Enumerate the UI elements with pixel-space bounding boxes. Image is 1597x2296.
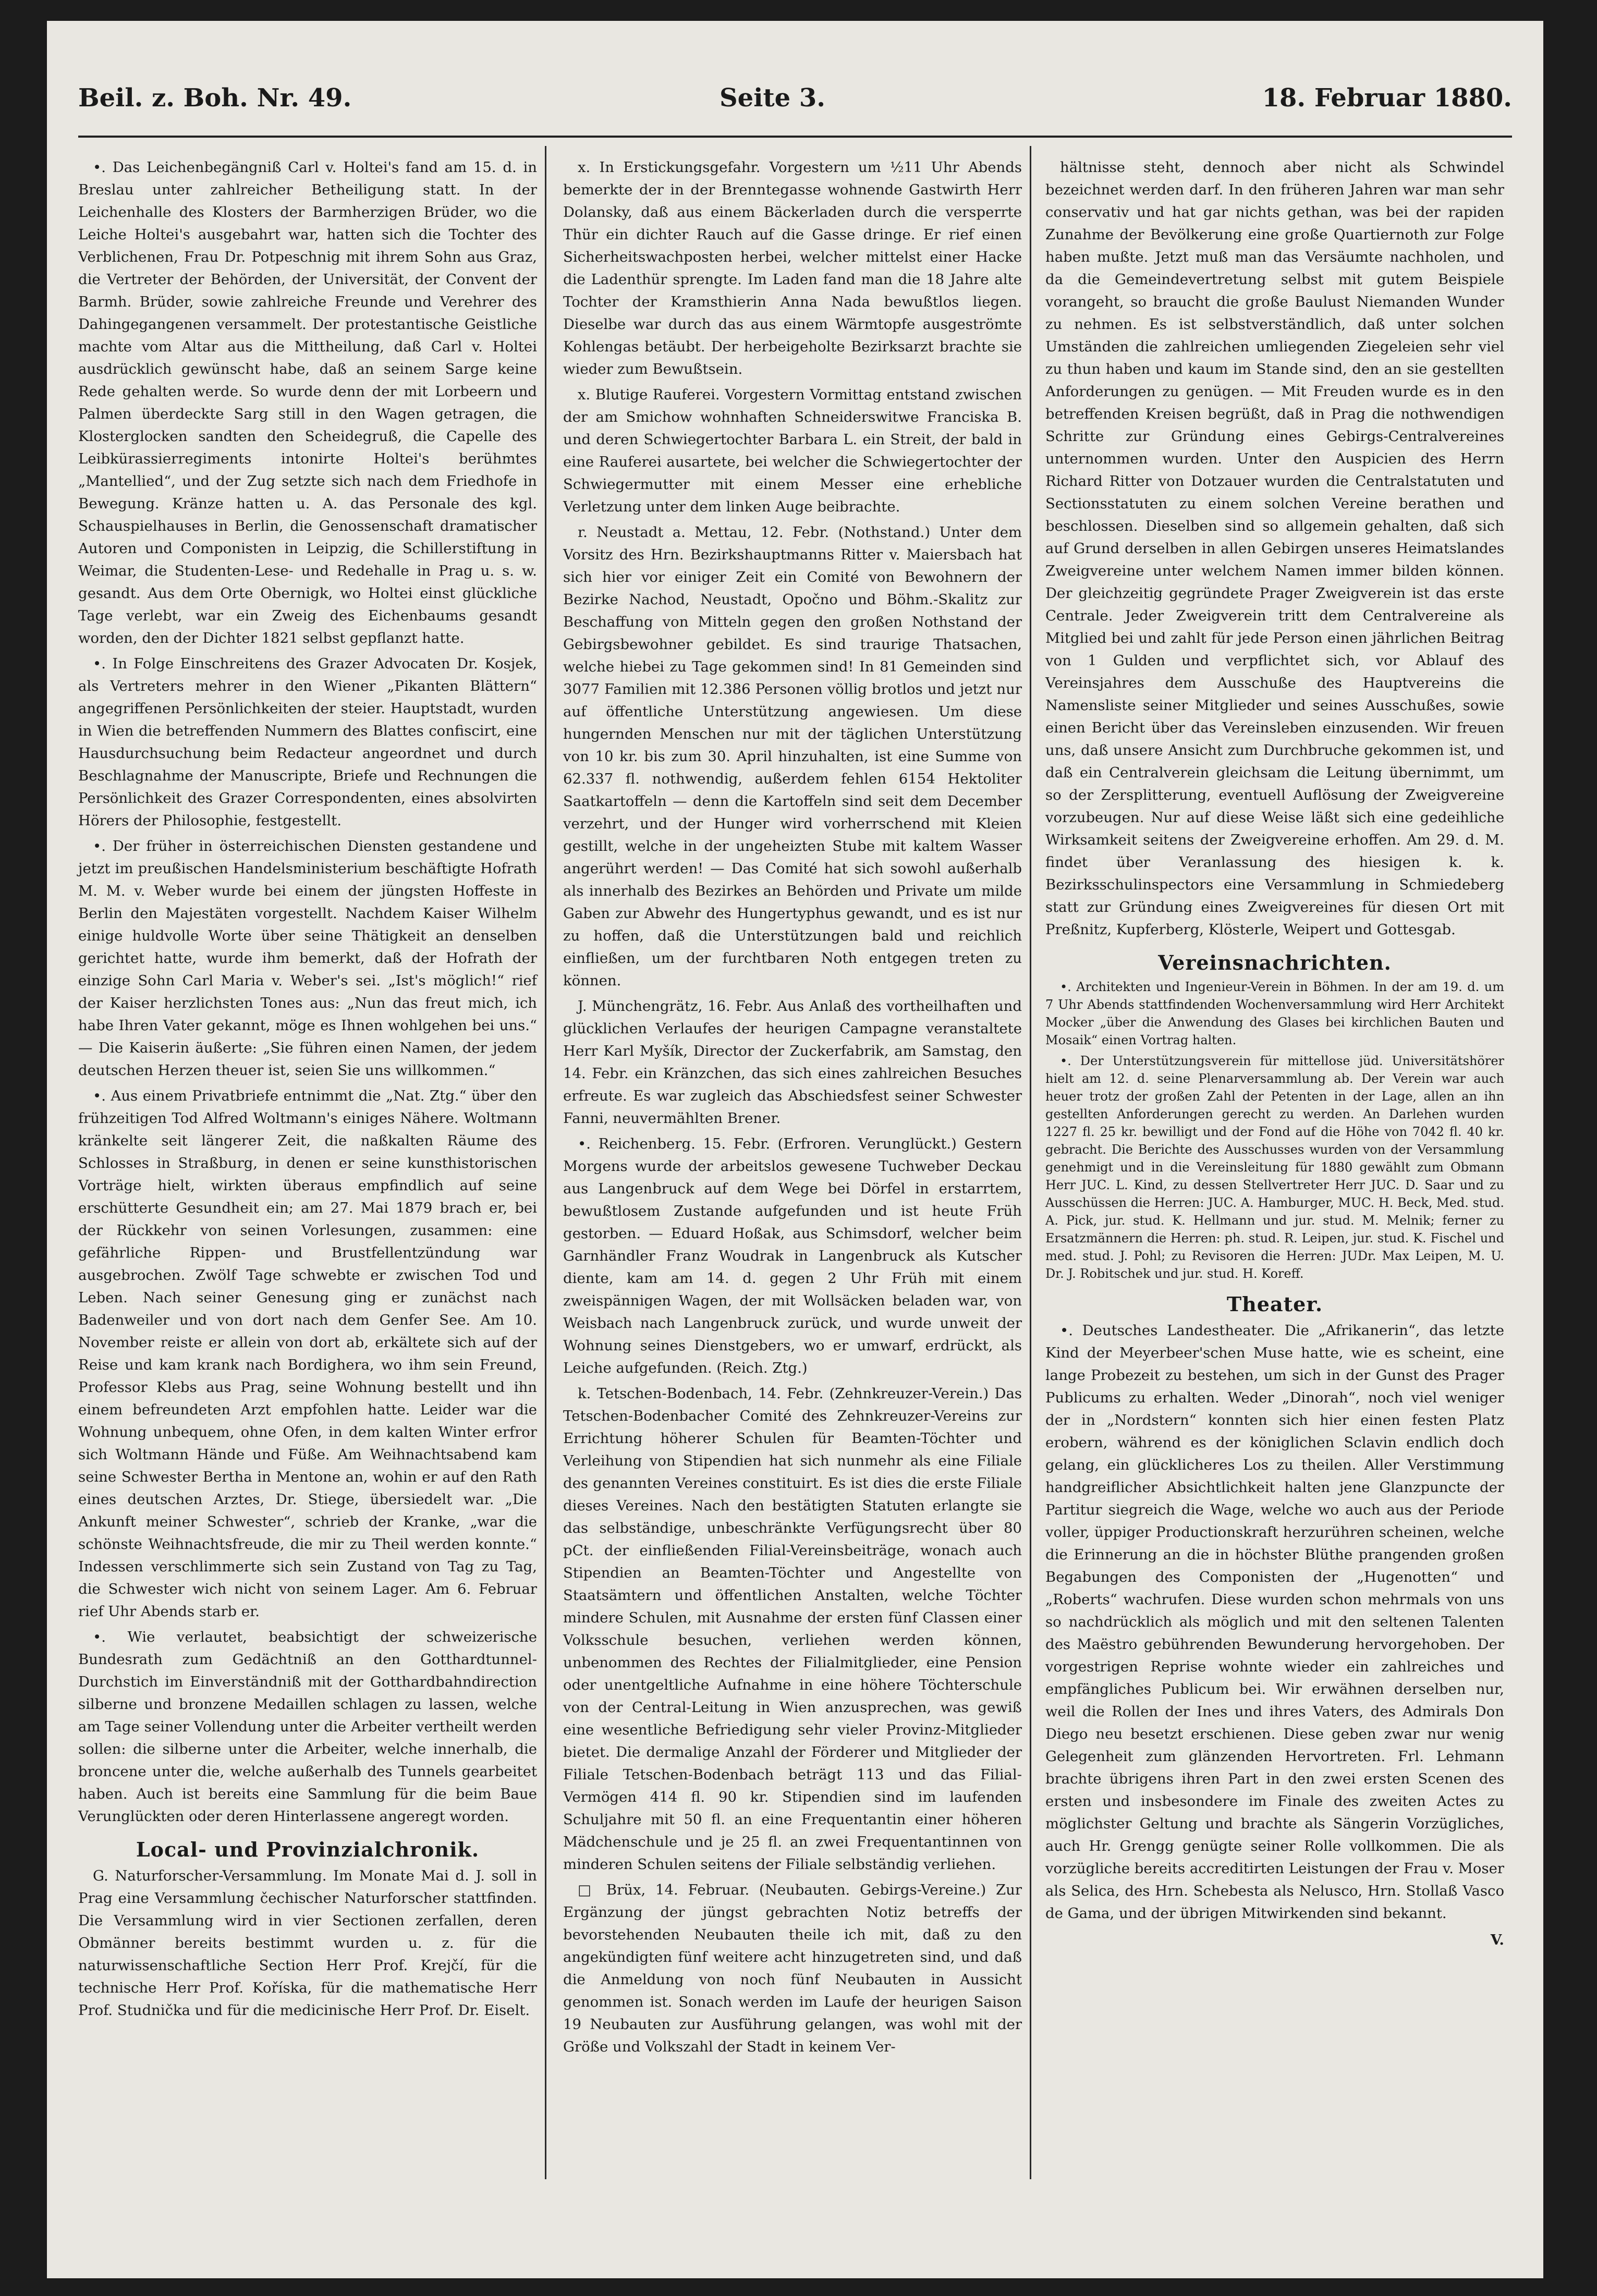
section-heading-local-chronicle: Local- und Provinzialchronik. [136,1838,480,1861]
article-reichenberg: •. Reichenberg. 15. Febr. (Erfroren. Verunglückt.) Gestern Morgens wurde der arbeitslos gewesene Tuchweber Deckau aus Langenbruck auf dem Wege bei Dörfel in erstarrtem, bewußtlosem Zustande aufgefunden und ist heute Früh gestorben. — Eduard Hoßak, aus Schimsdorf, welcher beim Garnhändler Franz Woudrak in Langenbruck als Kutscher diente, kam am 14. d. gegen 2 Uhr Früh mit einem zweispännigen Wagen, der mit Wollsäcken beladen war, von Weisbach nach Langenbruck zurück, und wurde unweit der Wohnung seines Dienstgebers, wo er umwarf, erdrückt, als Leiche aufgefunden. (Reich. Ztg.) [563,1135,1022,1376]
header-page-number: Seite 3. [720,83,825,113]
article-grazer-advocat: •. In Folge Einschreitens des Grazer Advocaten Dr. Kosjek, als Vertreters mehrer in den Wiener „Pikanten Blättern“ angegriffenen Persönlichkeiten der steier. Hauptstadt, wurden in Wien die betreffenden Nummern des Blattes confiscirt, eine Hausdurchsuchung beim Redacteur angeordnet und durch Beschlagnahme der Manuscripte, Briefe und Rechnungen die Persönlichkeit des Grazer Correspondenten, eines absolvirten Hörers der Philosophie, festgestellt. [78,655,537,829]
article-weber: •. Der früher in österreichischen Diensten gestandene und jetzt im preußischen Handelsministerium beschäftigte Hofrath M. M. v. Weber wurde bei einem der jüngsten Hoffeste in Berlin den Majestäten vorgestellt. Nachdem Kaiser Wilhelm einige huldvolle Worte über seine Thätigkeit an denselben gerichtet hatte, wurde ihm bemerkt, daß der Hofrath der einzige Sohn Carl Maria v. Weber's sei. „Ist's möglich!“ rief der Kaiser herzlichsten Tones aus: „Nun das freut mich, ich habe Ihren Vater gekannt, möge es Ihnen wohlgehen bei uns.“ — Die Kaiserin äußerte: „Sie führen einen Namen, der jedem deutschen Herzen theuer ist, seien Sie uns willkommen.“ [78,838,537,1079]
column-right [1045,156,1504,1955]
author-signoff: V. [1490,1932,1504,1948]
header-issue: Beil. z. Boh. Nr. 49. [78,83,352,113]
article-landestheater: •. Deutsches Landestheater. Die „Afrikanerin“, das letzte Kind der Meyerbeer'schen Muse hatte, wie es scheint, eine lange Probezeit zu bestehen, um sich in der Gunst des Prager Publicums zu erhalten. Weder „Dinorah“, noch viel weniger der in „Nordstern“ konnten sich hier einen festen Platz erobern, während es der königlichen Sclavin endlich doch gelang, ein glücklicheres Los zu theilen. Aller Verstimmung handgreiflicher Absichtlichkeit halten jene Glanzpuncte der Partitur siegreich die Wage, welche wo auch aus der Periode voller, üppiger Productionskraft herzurühren scheinen, welche die Erinnerung an die in höchster Blüthe prangenden großen Begabungen des Componisten der „Hugenotten“ und „Roberts“ wachrufen. Diese wurden schon mehrmals von uns so nachdrücklich als möglich und mit den seltenen Talenten des Maëstro gebührenden Bewunderung hervorgehoben. Der vorgestrigen Reprise wohnte wieder ein zahlreiches und empfängliches Publicum bei. Wir erwähnen derselben nur, weil die Rollen der Ines und ihres Vaters, des Admirals Don Diego neu besetzt erschienen. Diese geben zwar nur wenig Gelegenheit zum glänzenden Hervortreten. Frl. Lehmann brachte übrigens ihren Part in den zwei ersten Scenen des ersten und insbesondere im Finale des zweiten Actes zu möglichster Geltung und brachte als Sängerin Vorzügliches, auch Hr. Grengg genügte seiner Rolle vollkommen. Die als vorzügliche bereits accreditirten Leistungen der Frau v. Moser als Selica, des Hrn. Schebesta als Nelusco, Hrn. Stollaß Vasco de Gama, und der übrigen Mitwirkenden sind bekannt. [1045,1322,1504,1922]
article-gotthard-medals: •. Wie verlautet, beabsichtigt der schweizerische Bundesrath zum Gedächtniß an den Gotthardtunnel-Durchstich im Einverständniß mit der Gotthardbahndirection silberne und bronzene Medaillen schlagen zu lassen, welche am Tage seiner Vollendung unter die Arbeiter vertheilt werden sollen: die silberne unter die Arbeiter, welche innerhalb, die broncene unter die, welche außerhalb des Tunnels gearbeitet haben. Auch ist bereits eine Sammlung für die beim Baue Verunglückten oder deren Hinterlassene angeregt worden. [78,1629,537,1825]
article-holtei-funeral: •. Das Leichenbegängniß Carl v. Holtei's fand am 15. d. in Breslau unter zahlreicher Betheiligung statt. In der Leichenhalle des Klosters der Barmherzigen Brüder, wo die Leiche Holtei's ausgebahrt war, hatten sich die Tochter des Verblichenen, Frau Dr. Potpeschnig mit ihrem Sohn aus Graz, die Vertreter der Behörden, der Universität, der Convent der Barmh. Brüder, sowie zahlreiche Freunde und Verehrer des Dahingegangenen versammelt. Der protestantische Geistliche machte vom Altar aus die Mittheilung, daß Carl v. Holtei ausdrücklich gewünscht habe, daß an seinem Sarge keine Rede gehalten werde. So wurde denn der mit Lorbeern und Palmen überdeckte Sarg still in den Wagen getragen, die Klosterglocken sandten den Scheidegruß, die Capelle des Leibkürassierregiments intonirte Holtei's berühmtes „Mantellied“, und der Zug setzte sich nach dem Friedhofe in Bewegung. Kränze hatten u. A. das Personale des kgl. Schauspielhauses in Berlin, die Genossenschaft dramatischer Autoren und Componisten in Leipzig, die Schillerstiftung in Weimar, die Studenten-Lese- und Redehalle in Prag u. s. w. gesandt. Aus dem Orte Obernigk, wo Holtei einst glückliche Tage verlebt, war ein Zweig des Eichenbaums gesandt worden, den der Dichter 1821 selbst gepflanzt hatte. [78,159,537,646]
section-heading-theater: Theater. [1226,1292,1323,1316]
article-unterstuetzungsverein: •. Der Unterstützungsverein für mittellose jüd. Universitätshörer hielt am 12. d. seine Plenarversammlung ab. Der Verein war auch heuer trotz der großen Zahl der Petenten in der Lage, allen an ihn gestellten Anforderungen gerecht zu werden. An Darlehen wurden 1227 fl. 25 kr. bewilligt und der Fond auf die Höhe von 7042 fl. 40 kr. gebracht. Die Berichte des Ausschusses wurden von der Versammlung genehmigt und in die Vereinsleitung für 1880 gewählt zum Obmann Herr JUC. L. Kind, zu dessen Stellvertreter Herr JUC. D. Saar und zu Ausschüssen die Herren: JUC. A. Hamburger, MUC. H. Beck, Med. stud. A. Pick, jur. stud. K. Hellmann und jur. stud. M. Melnik; ferner zu Ersatzmännern die Herren: ph. stud. R. Leipen, jur. stud. K. Fischel und med. stud. J. Pohl; zu Revisoren die Herren: JUDr. Max Leipen, M. U. Dr. J. Robitschek und jur. stud. H. Koreff. [1045,1054,1504,1281]
article-naturforscher: G. Naturforscher-Versammlung. Im Monate Mai d. J. soll in Prag eine Versammlung čechischer Naturforscher stattfinden. Die Versammlung wird in vier Sectionen zerfallen, deren Obmänner bereits bestimmt wurden u. z. für die naturwissenschaftliche Section Herr Prof. Krejčí, für die technische Herr Prof. Koříska, für die mathematische Herr Prof. Studnička und für die medicinische Herr Prof. Dr. Eiselt. [78,1867,537,2019]
column-divider [545,146,546,2179]
article-bruex-continued: hältnisse steht, dennoch aber nicht als Schwindel bezeichnet werden darf. In den früheren Jahren war man sehr conservativ und hat gar nichts gethan, was bei der rapiden Zunahme der Bevölkerung eine große Quartiernoth zur Folge haben mußte. Jetzt muß man das Versäumte nachholen, und da die Gemeindevertretung selbst mit gutem Beispiele vorangeht, so braucht die große Baulust Niemanden Wunder zu nehmen. Es ist selbstverständlich, daß unter solchen Umständen die zahlreichen umliegenden Ziegeleien sehr viel zu thun haben und kaum im Stande sind, den an sie gestellten Anforderungen zu genügen. — Mit Freuden wurde es in den betreffenden Kreisen begrüßt, daß in Prag die nothwendigen Schritte zur Gründung eines Gebirgs-Centralvereines unternommen wurden. Unter den Auspicien des Herrn Richard Ritter von Dotzauer wurden die Centralstatuten und Sectionsstatuten zu einem solchen Vereine berathen und beschlossen. Dieselben sind so allgemein gehalten, daß sich auf Grund derselben in allen Gebirgen unseres Heimatslandes Zweigvereine unter welchem Namen immer bilden können. Der gleichzeitig gegründete Prager Zweigverein ist das erste Centrale. Jeder Zweigverein tritt dem Centralvereine als Mitglied bei und zahlt für jede Person einen jährlichen Beitrag von 1 Gulden und verpflichtet sich, vor Ablauf des Vereinsjahres dem Ausschuße des Hauptvereins die Namensliste seiner Mitglieder und seines Ausschußes, sowie einen Bericht über das Vereinsleben einzusenden. Wir freuen uns, daß unsere Ansicht zum Durchbruche gekommen ist, und daß ein Centralverein gleichsam die Leitung übernimmt, um so der Zersplitterung, eventuell Auflösung der Zweigvereine vorzubeugen. Nur auf diese Weise läßt sich eine gedeihliche Wirksamkeit seitens der Zweigvereine erhoffen. Am 29. d. M. findet über Veranlassung des hiesigen k. k. Bezirksschulinspectors eine Versammlung in Schmiedeberg statt zur Gründung eines Zweigvereines für diesen Ort mit Preßnitz, Kupferberg, Klösterle, Weipert und Gottesgab. [1045,159,1504,938]
article-rauferei: x. Blutige Rauferei. Vorgestern Vormittag entstand zwischen der am Smichow wohnhaften Schneiderswitwe Franciska B. und deren Schwiegertochter Barbara L. ein Streit, der bald in eine Rauferei ausartete, bei welcher die Schwiegertochter der Schwiegermutter mit einem Messer eine erhebliche Verletzung unter dem linken Auge beibrachte. [563,386,1022,515]
article-muenchengraetz: J. Münchengrätz, 16. Febr. Aus Anlaß des vortheilhaften und glücklichen Verlaufes der heurigen Campagne veranstaltete Herr Karl Myšík, Director der Zuckerfabrik, am Samstag, den 14. Febr. ein Kränzchen, das sich eines zahlreichen Besuches erfreute. Es war zugleich das Abschiedsfest seiner Schwester Fanni, neuvermählten Brener. [563,998,1022,1127]
newspaper-page [47,21,1543,2278]
column-middle [563,156,1022,2061]
article-bruex: □ Brüx, 14. Februar. (Neubauten. Gebirgs-Vereine.) Zur Ergänzung der jüngst gebrachten Notiz betreffs der bevorstehenden Neubauten theile ich mit, daß zu den angekündigten fünf weitere acht hinzugetreten sind, und daß die Anmeldung von noch fünf Neubauten in Aussicht genommen ist. Sonach werden im Laufe der heurigen Saison 19 Neubauten zur Ausführung gelangen, was wohl mit der Größe und Volkszahl der Stadt in keinem Ver- [563,1882,1022,2055]
column-left [78,156,537,2025]
header-date: 18. Februar 1880. [1262,83,1512,113]
article-architekten-verein: •. Architekten und Ingenieur-Verein in Böhmen. In der am 19. d. um 7 Uhr Abends stattfindenden Wochenversammlung wird Herr Architekt Mocker „über die Anwendung des Glases bei kirchlichen Bauten und Mosaik“ einen Vortrag halten. [1045,980,1504,1047]
column-divider [1030,146,1031,2179]
header-rule [78,136,1512,138]
article-tetschen-bodenbach: k. Tetschen-Bodenbach, 14. Febr. (Zehnkreuzer-Verein.) Das Tetschen-Bodenbacher Comité des Zehnkreuzer-Vereins zur Errichtung höherer Schulen für Beamten-Töchter und Verleihung von Stipendien hat sich nunmehr als eine Filiale des genannten Vereines constituirt. Es ist dies die erste Filiale dieses Vereines. Nach den bestätigten Statuten erlangte sie das selbständige, unbeschränkte Verfügungsrecht über 80 pCt. der einfließenden Filial-Vereinsbeiträge, wonach auch Stipendien an Beamten-Töchter und Angestellte von Staatsämtern und öffentlichen Anstalten, welche Töchter mindere Schulen, mit Ausnahme der ersten fünf Classen einer Volksschule besuchen, verliehen werden können, unbenommen des Rechtes der Filialmitglieder, eine Pension oder unentgeltliche Aufnahme in eine höhere Töchterschule von der Central-Leitung in Wien anzusprechen, was gewiß eine wesentliche Befriedigung sehr vieler Provinz-Mitglieder bietet. Die dermalige Anzahl der Förderer und Mitglieder der Filiale Tetschen-Bodenbach beträgt 113 und das Filial-Vermögen 414 fl. 90 kr. Stipendien sind im laufenden Schuljahre mit 50 fl. an eine Frequentantin einer höheren Mädchenschule und je 25 fl. an zwei Frequentantinnen von minderen Schulen seitens der Filiale selbständig verliehen. [563,1385,1022,1873]
page-header [78,83,1512,130]
article-erstickungsgefahr: x. In Erstickungsgefahr. Vorgestern um ½11 Uhr Abends bemerkte der in der Brenntegasse wohnende Gastwirth Herr Dolansky, daß aus einem Bäckerladen durch die versperrte Thür ein dichter Rauch auf die Gasse dringe. Er rief einen Sicherheitswachposten herbei, welcher mittelst einer Hacke die Ladenthür sprengte. Im Laden fand man die 18 Jahre alte Tochter der Kramsthierin Anna Nada bewußtlos liegen. Dieselbe war durch das aus einem Wärmtopfe ausgeströmte Kohlengas betäubt. Der herbeigeholte Bezirksarzt brachte sie wieder zum Bewußtsein. [563,159,1022,377]
section-heading-vereinsnachrichten: Vereinsnachrichten. [1158,951,1392,974]
article-neustadt: r. Neustadt a. Mettau, 12. Febr. (Nothstand.) Unter dem Vorsitz des Hrn. Bezirkshauptmanns Ritter v. Maiersbach hat sich hier vor einiger Zeit ein Comité von Bewohnern der Bezirke Nachod, Neustadt, Opočno und Böhm.-Skalitz zur Beschaffung von Mitteln gegen den großen Nothstand der Gebirgsbewohner gebildet. Es sind traurige Thatsachen, welche hiebei zu Tage gekommen sind! In 81 Gemeinden sind 3077 Familien mit 12.386 Personen völlig brotlos und jetzt nur auf öffentliche Unterstützung angewiesen. Um diese hungernden Menschen nur mit der täglichen Unterstützung von 10 kr. bis zum 30. April hinzuhalten, ist eine Summe von 62.337 fl. nothwendig, außerdem fehlen 6154 Hektoliter Saatkartoffeln — denn die Kartoffeln sind seit dem December verzehrt, und der Hunger wird vorherrschend mit Kleien gestillt, welche in der ungeheizten Stube mit kaltem Wasser angerührt werden! — Das Comité hat sich sowohl außerhalb als innerhalb des Bezirkes an Behörden und Private um milde Gaben zur Abwehr des Hungertyphus gewandt, und es ist nur zu hoffen, daß die Unterstützungen bald und reichlich einfließen, um der furchtbaren Noth entgegen treten zu können. [563,524,1022,989]
article-woltmann: •. Aus einem Privatbriefe entnimmt die „Nat. Ztg.“ über den frühzeitigen Tod Alfred Woltmann's einiges Nähere. Woltmann kränkelte seit längerer Zeit, die naßkalten Räume des Schlosses in Straßburg, in denen er seine kunsthistorischen Vorträge hielt, wirkten überaus empfindlich auf seine erschütterte Gesundheit ein; am 27. Mai 1879 brach er, bei der Rückkehr von seinen Vorlesungen, zusammen: eine gefährliche Rippen- und Brustfellentzündung war ausgebrochen. Zwölf Tage schwebte er zwischen Tod und Leben. Nach seiner Genesung ging er zunächst nach Badenweiler und von dort nach dem Genfer See. Am 10. November reiste er allein von dort ab, erkältete sich auf der Reise und kam krank nach Bordighera, wo ihm sein Freund, Professor Klebs aus Prag, seine Wohnung bestellt und ihn einem befreundeten Arzt empfohlen hatte. Leider war die Wohnung unbequem, ohne Ofen, in dem kalten Winter erfror sich Woltmann Hände und Füße. Am Weihnachtsabend kam seine Schwester Bertha in Mentone an, wohin er auf den Rath eines deutschen Arztes, Dr. Stiege, übersiedelt war. „Die Ankunft meiner Schwester“, schrieb der Kranke, „war die schönste Weihnachtsfreude, die mir zu Theil werden konnte.“ Indessen verschlimmerte sich sein Zustand von Tag zu Tag, die Schwester wich nicht von seinem Lager. Am 6. Februar rief Uhr Abends starb er. [78,1088,537,1620]
